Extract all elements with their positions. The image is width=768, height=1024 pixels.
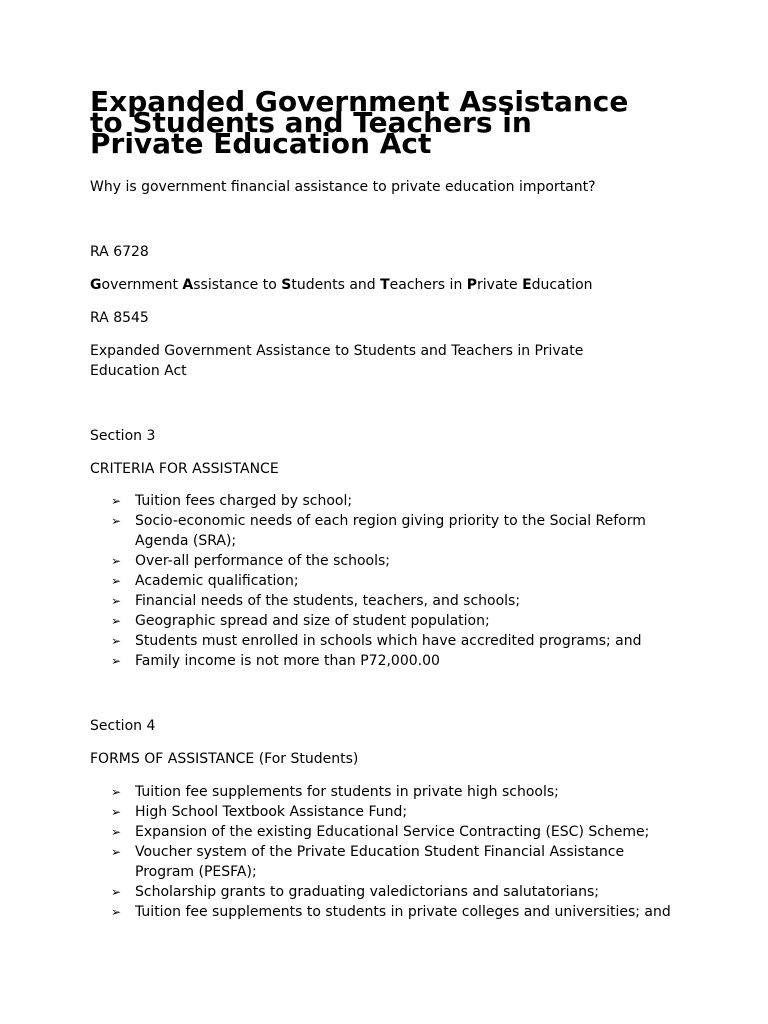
list-item bbox=[90, 782, 680, 802]
section-4-heading: Section 4 bbox=[90, 718, 156, 734]
ra-8545-label: RA 8545 bbox=[90, 310, 149, 326]
list-item-text: Voucher system of the Private Education Student Financial Assistance Program (PESFA); bbox=[135, 844, 625, 880]
acronym-initial: S bbox=[281, 277, 292, 293]
list-item-text: Students must enrolled in schools which have accredited programs; and bbox=[135, 633, 642, 649]
arrow-bullet-icon: ➢ bbox=[111, 614, 122, 628]
forms-of-assistance-list bbox=[90, 782, 680, 922]
section-3-subheading: CRITERIA FOR ASSISTANCE bbox=[90, 461, 279, 477]
list-item-text: High School Textbook Assistance Fund; bbox=[135, 804, 408, 820]
arrow-bullet-icon: ➢ bbox=[111, 905, 122, 919]
list-item bbox=[90, 491, 680, 511]
ra-8545-name: Expanded Government Assistance to Students and Teachers in Private Education Act bbox=[90, 343, 584, 379]
arrow-bullet-icon: ➢ bbox=[111, 805, 122, 819]
list-item-text: Expansion of the existing Educational Service Contracting (ESC) Scheme; bbox=[135, 824, 650, 840]
list-item bbox=[90, 651, 680, 671]
criteria-list bbox=[90, 491, 680, 671]
ra-6728-label: RA 6728 bbox=[90, 244, 149, 260]
acronym-rest: ducation bbox=[531, 277, 593, 293]
ra-6728-name bbox=[90, 275, 670, 295]
acronym-initial: G bbox=[90, 277, 102, 293]
section-3-heading: Section 3 bbox=[90, 428, 156, 444]
arrow-bullet-icon: ➢ bbox=[111, 494, 122, 508]
arrow-bullet-icon: ➢ bbox=[111, 825, 122, 839]
document-title: Expanded Government Assistance to Students and Teachers in Private Education Act bbox=[90, 85, 629, 160]
list-item bbox=[90, 902, 680, 922]
list-item bbox=[90, 611, 680, 631]
list-item bbox=[90, 822, 680, 842]
acronym-initial: T bbox=[380, 277, 390, 293]
list-item-text: Family income is not more than P72,000.00 bbox=[135, 653, 440, 669]
arrow-bullet-icon: ➢ bbox=[111, 574, 122, 588]
question-text: Why is government financial assistance to private education important? bbox=[90, 179, 596, 195]
list-item-text: Academic qualification; bbox=[135, 573, 299, 589]
list-item-text: Over-all performance of the schools; bbox=[135, 553, 391, 569]
list-item bbox=[90, 551, 680, 571]
acronym-initial: A bbox=[182, 277, 194, 293]
list-item-text: Tuition fee supplements to students in private colleges and universities; and bbox=[135, 904, 671, 920]
list-item bbox=[90, 631, 680, 651]
list-item bbox=[90, 842, 680, 882]
acronym-rest: overnment bbox=[101, 277, 183, 293]
arrow-bullet-icon: ➢ bbox=[111, 594, 122, 608]
arrow-bullet-icon: ➢ bbox=[111, 634, 122, 648]
list-item-text: Financial needs of the students, teachers, and schools; bbox=[135, 593, 521, 609]
acronym-rest: eachers in bbox=[389, 277, 467, 293]
acronym-rest: ssistance to bbox=[193, 277, 282, 293]
acronym-initial: E bbox=[522, 277, 532, 293]
arrow-bullet-icon: ➢ bbox=[111, 654, 122, 668]
arrow-bullet-icon: ➢ bbox=[111, 845, 122, 859]
acronym-rest: tudents and bbox=[291, 277, 381, 293]
arrow-bullet-icon: ➢ bbox=[111, 785, 122, 799]
list-item-text: Tuition fees charged by school; bbox=[135, 493, 353, 509]
list-item bbox=[90, 882, 680, 902]
acronym-initial: P bbox=[466, 277, 478, 293]
list-item-text: Tuition fee supplements for students in private high schools; bbox=[135, 784, 559, 800]
arrow-bullet-icon: ➢ bbox=[111, 514, 122, 528]
list-item-text: Scholarship grants to graduating valedictorians and salutatorians; bbox=[135, 884, 600, 900]
list-item-text: Geographic spread and size of student population; bbox=[135, 613, 490, 629]
acronym-rest: rivate bbox=[477, 277, 523, 293]
list-item-text: Socio-economic needs of each region giving priority to the Social Reform Agenda (SRA); bbox=[135, 513, 646, 549]
list-item bbox=[90, 802, 680, 822]
arrow-bullet-icon: ➢ bbox=[111, 885, 122, 899]
arrow-bullet-icon: ➢ bbox=[111, 554, 122, 568]
list-item bbox=[90, 511, 680, 551]
list-item bbox=[90, 591, 680, 611]
section-4-subheading: FORMS OF ASSISTANCE (For Students) bbox=[90, 751, 359, 767]
list-item bbox=[90, 571, 680, 591]
